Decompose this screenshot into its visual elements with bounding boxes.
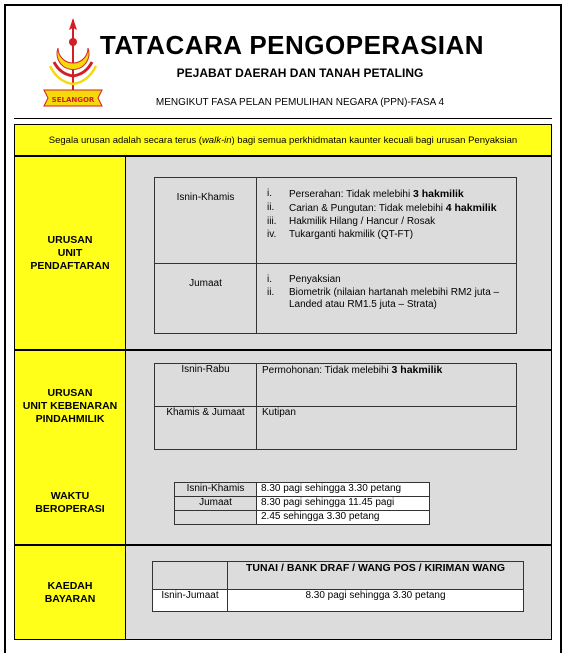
section-label: [15, 351, 126, 461]
phase-note: MENGIKUT FASA PELAN PEMULIHAN NEGARA (PPN)-FASA 4: [155, 97, 445, 108]
item-bold: 3 hakmilik: [412, 188, 464, 200]
label-line: UNIT KEBENARAN: [22, 399, 118, 412]
time-cell: 8.30 pagi sehingga 11.45 pagi: [257, 497, 430, 511]
section-pendaftaran: [14, 156, 552, 350]
label-line: UNIT: [57, 246, 83, 259]
table-row: [153, 562, 524, 590]
section-label: [15, 157, 126, 349]
banner-text-start: Segala urusan adalah secara terus (: [48, 134, 202, 146]
item-number: i.: [267, 188, 272, 199]
day-cell: Isnin-Jumaat: [153, 590, 228, 612]
day-cell: Isnin-Khamis: [175, 483, 257, 497]
item-text: Penyaksian: [289, 274, 341, 285]
list-item: [263, 229, 510, 241]
section-label: [15, 461, 126, 544]
time-cell: 8.30 pagi sehingga 3.30 petang: [228, 590, 524, 612]
value-text: Permohonan: Tidak melebihi: [262, 365, 392, 376]
day-cell: Jumaat: [175, 497, 257, 511]
section-bayaran: [14, 545, 552, 640]
list-item: [263, 274, 510, 286]
banner-text-italic: walk-in: [201, 134, 232, 146]
payment-methods-header: TUNAI / BANK DRAF / WANG POS / KIRIMAN WANG: [228, 562, 524, 590]
section-kebenaran-waktu: [14, 350, 552, 545]
label-line: PINDAHMILIK: [35, 412, 105, 425]
section-content: [126, 351, 551, 544]
time-cell: 8.30 pagi sehingga 3.30 petang: [257, 483, 430, 497]
pendaftaran-table: [154, 177, 517, 334]
value-cell: [257, 364, 517, 407]
label-line: KAEDAH: [47, 579, 93, 592]
label-line: WAKTU: [50, 489, 90, 502]
bayaran-table: [152, 561, 524, 612]
section-label: [15, 546, 126, 639]
item-number: iii.: [267, 216, 277, 227]
item-text: Tukarganti hakmilik (QT-FT): [289, 229, 414, 240]
table-row: [175, 511, 430, 525]
time-cell: 2.45 sehingga 3.30 petang: [257, 511, 430, 525]
list-item: [263, 188, 510, 201]
day-cell: [175, 511, 257, 525]
label-line: PENDAFTARAN: [30, 259, 110, 272]
label-line: BAYARAN: [44, 592, 96, 605]
item-bold: 4 hakmilik: [445, 202, 497, 214]
table-row: [155, 407, 517, 450]
label-line: BEROPERASI: [35, 502, 105, 515]
label-line: URUSAN: [47, 386, 93, 399]
item-text: Perserahan: Tidak melebihi: [289, 189, 413, 200]
value-bold: 3 hakmilik: [391, 364, 443, 376]
item-number: ii.: [267, 202, 275, 213]
day-cell: Isnin-Khamis: [155, 178, 257, 264]
value-cell: Kutipan: [257, 407, 517, 450]
kebenaran-table: [154, 363, 517, 450]
items-cell: [257, 264, 517, 334]
list-item: [263, 202, 510, 215]
office-name: PEJABAT DAERAH DAN TANAH PETALING: [176, 66, 424, 80]
item-number: i.: [267, 274, 272, 285]
waktu-table: [174, 482, 430, 525]
day-cell: Isnin-Rabu: [155, 364, 257, 407]
table-row: [155, 364, 517, 407]
day-cell: Khamis & Jumaat: [155, 407, 257, 450]
page-title: TATACARA PENGOPERASIAN: [99, 30, 485, 60]
item-text: Hakmilik Hilang / Hancur / Rosak: [289, 216, 436, 227]
list-item: [263, 216, 510, 228]
empty-cell: [153, 562, 228, 590]
list-item: [263, 287, 510, 311]
section-content: [126, 546, 551, 639]
table-row: [155, 264, 517, 334]
item-number: iv.: [267, 229, 277, 240]
table-row: [155, 178, 517, 264]
table-row: [175, 497, 430, 511]
items-cell: [257, 178, 517, 264]
day-cell: Jumaat: [155, 264, 257, 334]
table-row: [153, 590, 524, 612]
divider: [14, 118, 552, 119]
walkin-banner: [14, 124, 552, 156]
item-text: Biometrik (nilaian hartanah melebihi RM2 juta – Landed atau RM1.5 juta – Strata): [289, 287, 500, 310]
section-content: [126, 157, 551, 349]
item-text: Carian & Pungutan: Tidak melebihi: [289, 203, 446, 214]
crest-ribbon-text: SELANGOR: [51, 96, 95, 104]
table-row: [175, 483, 430, 497]
banner-text-end: ) bagi semua perkhidmatan kaunter kecuali bagi urusan Penyaksian: [231, 134, 518, 146]
label-line: URUSAN: [47, 233, 93, 246]
item-number: ii.: [267, 287, 275, 298]
